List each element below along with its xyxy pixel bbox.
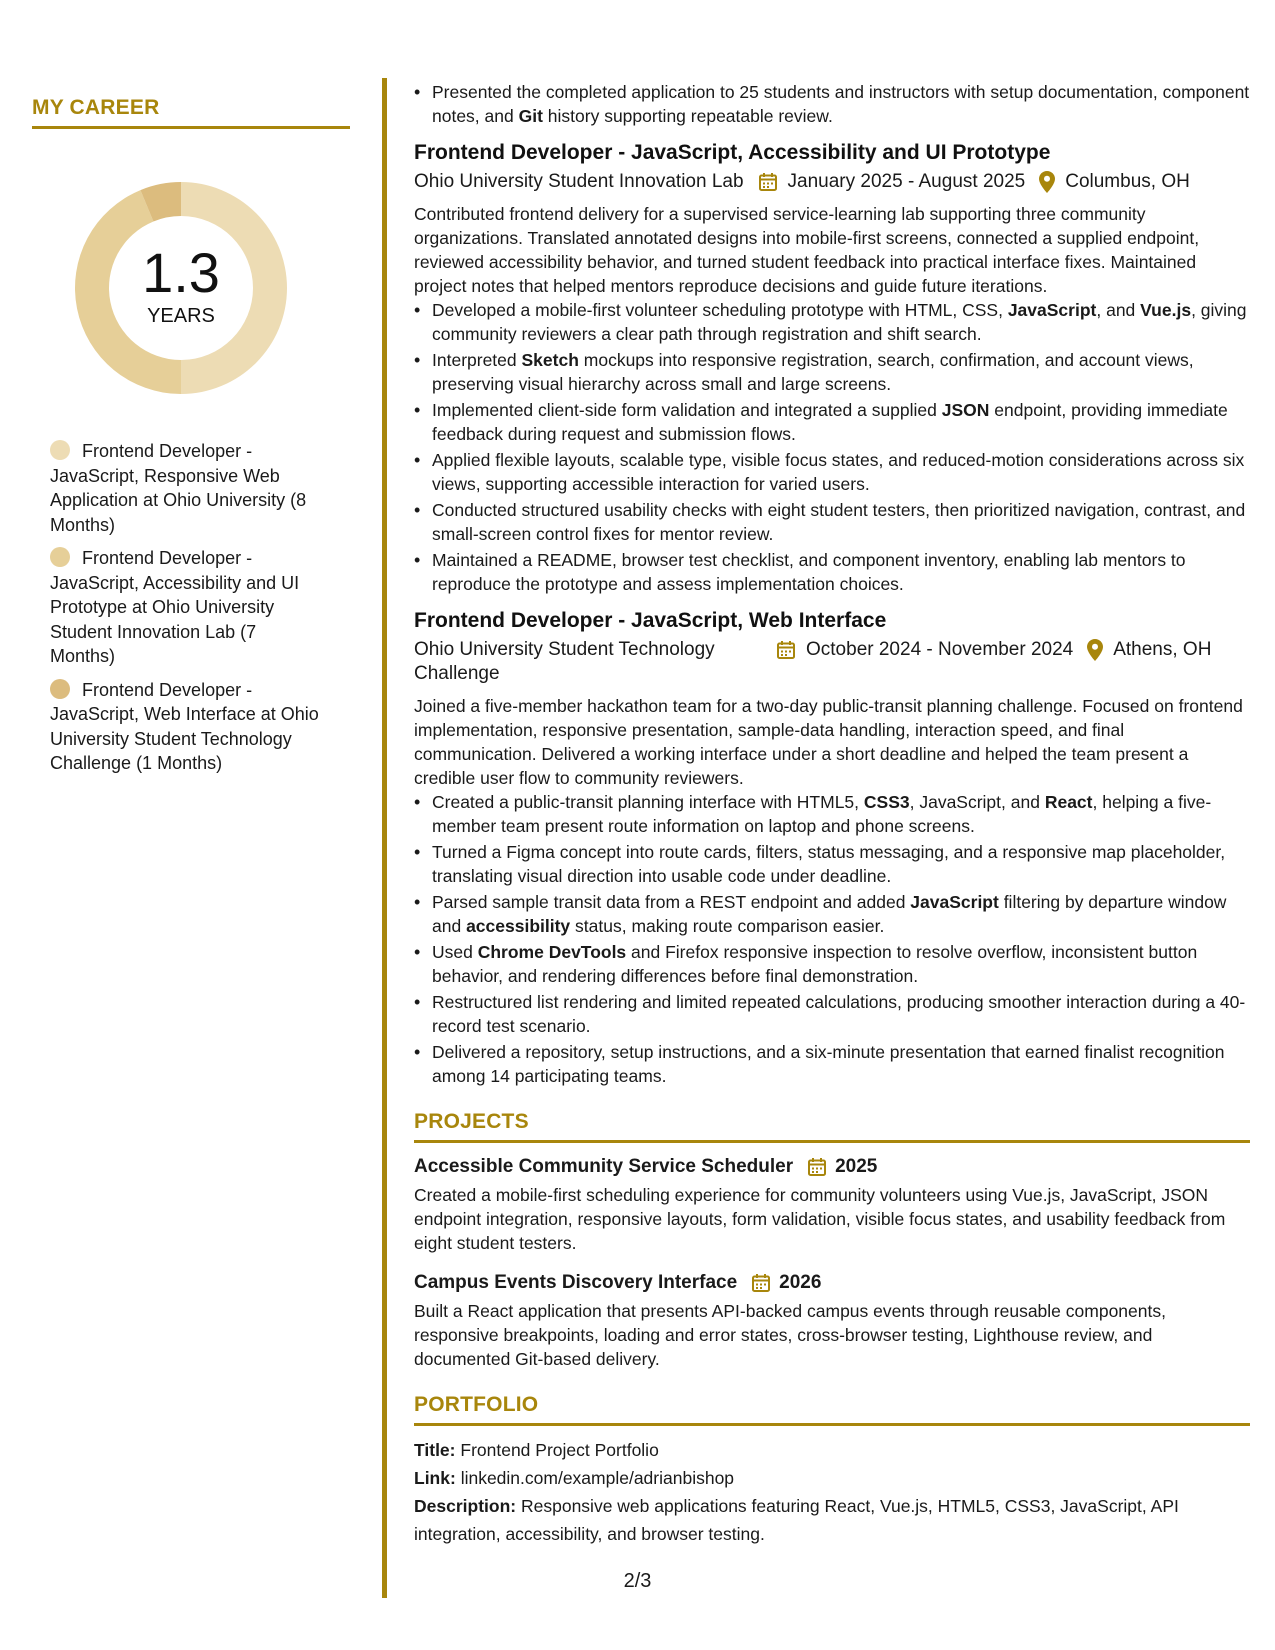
bullet-item: • Turned a Figma concept into route cards, filters, status messaging, and a responsive map placeholder, translating visual direction into usable code under deadline. — [414, 840, 1250, 888]
projects-title: PROJECTS — [414, 1110, 1250, 1143]
portfolio-title-value: Frontend Project Portfolio — [460, 1440, 659, 1460]
portfolio-link-row: Link: linkedin.com/example/adrianbishop — [414, 1468, 735, 1488]
calendar-icon — [751, 1273, 771, 1293]
project-description: Built a React application that presents API-backed campus events through reusable components, responsive breakpoints, loading and error states, cross-browser testing, Lighthouse review, and documented Git-based delivery. — [414, 1301, 1166, 1369]
project-header — [414, 1269, 1250, 1297]
portfolio-body — [414, 1436, 1250, 1548]
job-entry — [414, 606, 1250, 1088]
job-dates — [776, 638, 1073, 662]
job-bullets — [414, 790, 1250, 1088]
bullet-item: • Delivered a repository, setup instructions, and a six-minute presentation that earned finalist recognition among 14 participating teams. — [414, 1040, 1250, 1088]
page-number: 2/3 — [623, 1570, 652, 1592]
legend-item — [50, 439, 322, 537]
job-meta — [414, 638, 1250, 686]
job-dates-text: October 2024 - November 2024 — [806, 639, 1074, 660]
bullet-item: • Implemented client-side form validation and integrated a supplied JSON endpoint, providing immediate feedback during request and submission flows. — [414, 398, 1250, 446]
job-dates-text: January 2025 - August 2025 — [787, 171, 1026, 192]
project-item — [414, 1153, 1250, 1255]
total-years-value: 1.3 — [142, 241, 220, 304]
bullet-item: • Restructured list rendering and limited repeated calculations, producing smoother interaction during a 40-record test scenario. — [414, 990, 1250, 1038]
job-location — [1039, 170, 1190, 194]
previous-job-bullets — [414, 80, 1250, 128]
total-years-unit: YEARS — [147, 305, 215, 327]
job-organization: Ohio University Student Innovation Lab — [414, 171, 744, 192]
legend-dot — [50, 547, 70, 567]
legend-item — [50, 678, 322, 776]
bullet-item: • Maintained a README, browser test checklist, and component inventory, enabling lab mentors to reproduce the prototype and assess implementation choices. — [414, 548, 1250, 596]
project-year: 2025 — [835, 1156, 878, 1177]
legend-dot — [50, 440, 70, 460]
portfolio-section — [414, 1393, 1250, 1548]
job-location-text: Columbus, OH — [1065, 171, 1190, 192]
project-header — [414, 1153, 1250, 1181]
project-name: Accessible Community Service Scheduler — [414, 1156, 794, 1177]
bullet-item: • Parsed sample transit data from a REST endpoint and added JavaScript filtering by departure window and accessibility status, making route comparison easier. — [414, 890, 1250, 938]
legend-dot — [50, 679, 70, 699]
career-legend — [50, 439, 322, 776]
job-summary: Contributed frontend delivery for a supervised service-learning lab supporting three community organizations. Translated annotated designs into mobile-first screens, connected a supplied endpoint, reviewed accessibility behavior, and turned student feedback into practical interface fixes. Maintained project notes that helped mentors reproduce decisions and guide future iterations. — [414, 204, 1200, 296]
job-dates — [758, 170, 1026, 194]
legend-label: Frontend Developer - JavaScript, Web Interface at Ohio University Student Technology Challenge (1 Months) — [50, 679, 319, 773]
bullet-item: • Created a public-transit planning interface with HTML5, CSS3, JavaScript, and React, helping a five-member team present route information on laptop and phone screens. — [414, 790, 1250, 838]
portfolio-title: PORTFOLIO — [414, 1393, 1250, 1426]
column-divider — [382, 78, 387, 1598]
calendar-icon — [758, 172, 778, 192]
legend-item — [50, 546, 322, 669]
portfolio-title-row: Title: Frontend Project Portfolio — [414, 1440, 659, 1460]
job-summary: Joined a five-member hackathon team for a two-day public-transit planning challenge. Focused on frontend implementation, responsive presentation, sample-data handling, interaction speed, and final communication. Delivered a working interface under a short deadline and helped the team present a credible user flow to community reviewers. — [414, 696, 1243, 788]
project-item — [414, 1269, 1250, 1371]
bullet-item: • Developed a mobile-first volunteer scheduling prototype with HTML, CSS, JavaScript, and Vue.js, giving community reviewers a clear path through registration and shift search. — [414, 298, 1250, 346]
career-title: MY CAREER — [32, 96, 350, 129]
job-entry — [414, 138, 1250, 596]
job-organization: Ohio University Student Technology Challenge — [414, 639, 715, 684]
job-location-text: Athens, OH — [1113, 639, 1212, 660]
job-meta — [414, 170, 1250, 194]
job-title: Frontend Developer - JavaScript, Accessibility and UI Prototype — [414, 141, 1051, 164]
location-pin-icon — [1039, 171, 1055, 193]
main-content — [414, 80, 1250, 1548]
portfolio-description-row: Description: Responsive web applications featuring React, Vue.js, HTML5, CSS3, JavaScript, API integration, accessibility, and browser testing. — [414, 1496, 1179, 1544]
career-donut-chart — [66, 173, 296, 403]
bullet-item: • Conducted structured usability checks with eight student testers, then prioritized navigation, contrast, and small-screen control fixes for mentor review. — [414, 498, 1250, 546]
projects-section — [414, 1110, 1250, 1371]
portfolio-link[interactable]: linkedin.com/example/adrianbishop — [460, 1468, 735, 1488]
portfolio-description: Responsive web applications featuring React, Vue.js, HTML5, CSS3, JavaScript, API integration, accessibility, and browser testing. — [414, 1496, 1179, 1544]
bullet-item: • Presented the completed application to 25 students and instructors with setup documentation, component notes, and Git history supporting repeatable review. — [414, 80, 1250, 128]
job-bullets — [414, 298, 1250, 596]
job-title: Frontend Developer - JavaScript, Web Interface — [414, 609, 887, 632]
project-year: 2026 — [779, 1272, 822, 1293]
legend-label: Frontend Developer - JavaScript, Responsive Web Application at Ohio University (8 Months) — [50, 441, 307, 535]
calendar-icon — [807, 1157, 827, 1177]
location-pin-icon — [1087, 639, 1103, 661]
project-description: Created a mobile-first scheduling experience for community volunteers using Vue.js, JavaScript, JSON endpoint integration, responsive layouts, form validation, visible focus states, and usability feedback from eight student testers. — [414, 1185, 1226, 1253]
job-location — [1087, 638, 1211, 662]
donut-center — [66, 173, 296, 403]
calendar-icon — [776, 640, 796, 660]
legend-label: Frontend Developer - JavaScript, Accessibility and UI Prototype at Ohio University Student Innovation Lab (7 Months) — [50, 548, 300, 666]
project-name: Campus Events Discovery Interface — [414, 1272, 738, 1293]
bullet-item: • Interpreted Sketch mockups into responsive registration, search, confirmation, and account views, preserving visual hierarchy across small and large screens. — [414, 348, 1250, 396]
bullet-item: • Applied flexible layouts, scalable type, visible focus states, and reduced-motion considerations across six views, supporting accessible interaction for varied users. — [414, 448, 1250, 496]
sidebar — [32, 96, 350, 785]
bullet-item: • Used Chrome DevTools and Firefox responsive inspection to resolve overflow, inconsistent button behavior, and rendering differences before final demonstration. — [414, 940, 1250, 988]
